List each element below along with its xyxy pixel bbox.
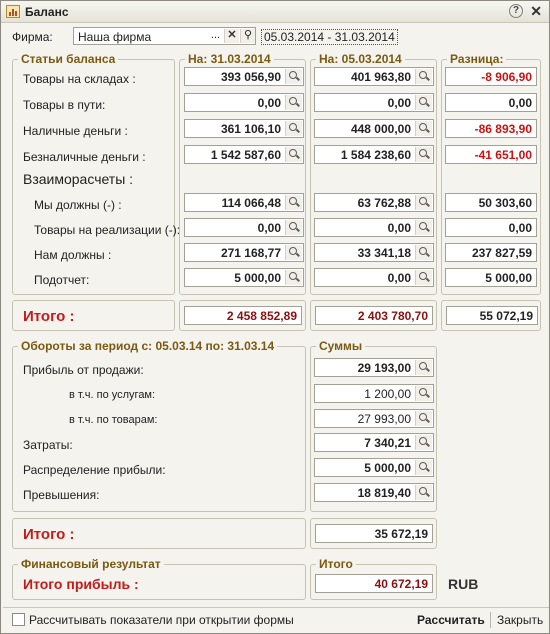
search-icon[interactable]: [415, 121, 432, 136]
row-label: Мы должны (-) :: [34, 198, 122, 212]
total-field: 35 672,19: [315, 524, 433, 543]
total-col1-group: [179, 300, 306, 331]
value-field[interactable]: 401 963,80: [314, 67, 434, 86]
total-col2-group: [310, 300, 437, 331]
value-field[interactable]: 33 341,18: [314, 243, 434, 262]
search-icon[interactable]: [415, 460, 432, 475]
search-icon[interactable]: [285, 220, 302, 235]
turnover-title: Обороты за период с: 05.03.14 по: 31.03.14: [18, 339, 277, 353]
search-icon[interactable]: [285, 147, 302, 162]
search-icon[interactable]: [415, 220, 432, 235]
diff-field: 0,00: [445, 218, 537, 237]
profit-total-field: 40 672,19: [315, 574, 433, 593]
row-label: в т.ч. по товарам:: [69, 414, 158, 426]
result-group: [12, 557, 306, 600]
result-title: Финансовый результат: [18, 557, 164, 571]
balance-diff-title: Разница:: [447, 52, 506, 66]
row-label: Превышения:: [23, 488, 100, 502]
total-label-group: [12, 300, 175, 331]
calc-on-open-checkbox[interactable]: [12, 613, 25, 626]
value-field[interactable]: 361 106,10: [184, 119, 304, 138]
search-icon[interactable]: [415, 270, 432, 285]
firm-choose-button[interactable]: ...: [210, 29, 221, 41]
row-label: Затраты:: [23, 438, 73, 452]
diff-field: -86 893,90: [445, 119, 537, 138]
value-field[interactable]: 0,00: [314, 268, 434, 287]
row-label: Наличные деньги :: [23, 124, 128, 138]
diff-field: 50 303,60: [445, 193, 537, 212]
value-field[interactable]: 271 168,77: [184, 243, 304, 262]
title-bar: [1, 1, 549, 23]
value-field[interactable]: 5 000,00: [184, 268, 304, 287]
value-field[interactable]: 18 819,40: [314, 483, 434, 502]
button-divider: [490, 612, 491, 628]
value-field[interactable]: 0,00: [314, 218, 434, 237]
search-icon[interactable]: [415, 147, 432, 162]
value-field[interactable]: 5 000,00: [314, 458, 434, 477]
value-field[interactable]: 29 193,00: [314, 358, 434, 377]
row-label: Безналичные деньги :: [23, 150, 146, 164]
search-icon[interactable]: [285, 195, 302, 210]
search-icon[interactable]: [415, 485, 432, 500]
firm-field[interactable]: [73, 27, 256, 45]
search-icon[interactable]: [415, 386, 432, 401]
search-icon[interactable]: [415, 435, 432, 450]
value-field[interactable]: 448 000,00: [314, 119, 434, 138]
result-col-title: Итого: [316, 557, 356, 571]
search-icon[interactable]: [415, 195, 432, 210]
firm-label: Фирма:: [12, 30, 53, 44]
diff-field: 5 000,00: [445, 268, 537, 287]
window-title: Баланс: [25, 5, 69, 19]
value-field[interactable]: 1 200,00: [314, 384, 434, 403]
search-icon[interactable]: [415, 95, 432, 110]
value-field[interactable]: 0,00: [184, 93, 304, 112]
total-field: 2 458 852,89: [184, 306, 302, 325]
value-field[interactable]: 114 066,48: [184, 193, 304, 212]
value-field[interactable]: 1 584 238,60: [314, 145, 434, 164]
footer-divider: [3, 607, 549, 608]
total-field: 2 403 780,70: [315, 306, 433, 325]
diff-field: -8 906,90: [445, 67, 537, 86]
value-field[interactable]: 27 993,00: [314, 409, 434, 428]
period-link[interactable]: 05.03.2014 - 31.03.2014: [261, 29, 398, 45]
row-label: Товары в пути:: [23, 98, 106, 112]
firm-value: Наша фирма: [78, 30, 152, 44]
search-icon[interactable]: [415, 69, 432, 84]
balance-col1-title: На: 31.03.2014: [185, 52, 274, 66]
row-label: Подотчет:: [34, 273, 90, 287]
row-label: Товары на реализации (-):: [34, 223, 181, 237]
firm-clear-icon[interactable]: ✕: [224, 29, 239, 43]
search-icon[interactable]: [415, 245, 432, 260]
value-field[interactable]: 0,00: [184, 218, 304, 237]
row-label: Распределение прибыли:: [23, 463, 166, 477]
total-field: 55 072,19: [446, 306, 538, 325]
turnover-total-label: Итого :: [23, 526, 75, 543]
result-total-group: [310, 557, 437, 600]
value-field[interactable]: 393 056,90: [184, 67, 304, 86]
balance-col2-title: На: 05.03.2014: [316, 52, 405, 66]
sums-title: Суммы: [316, 339, 365, 353]
row-label: Нам должны :: [34, 248, 112, 262]
help-icon[interactable]: ?: [509, 4, 523, 18]
currency-label: RUB: [448, 576, 479, 592]
diff-field: -41 651,00: [445, 145, 537, 164]
value-field[interactable]: 0,00: [314, 93, 434, 112]
close-button[interactable]: Закрыть: [497, 613, 544, 627]
search-icon[interactable]: [285, 69, 302, 84]
search-icon[interactable]: [285, 95, 302, 110]
calculate-button[interactable]: Рассчитать: [417, 613, 485, 627]
diff-field: 0,00: [445, 93, 537, 112]
row-label: в т.ч. по услугам:: [69, 389, 156, 401]
balance-items-title: Статьи баланса: [18, 52, 118, 66]
settlements-heading: Взаиморасчеты :: [23, 171, 134, 187]
value-field[interactable]: 63 762,88: [314, 193, 434, 212]
turnover-total-group: [310, 518, 437, 549]
profit-total-label: Итого прибыль :: [23, 576, 139, 592]
value-field[interactable]: 1 542 587,60: [184, 145, 304, 164]
search-icon[interactable]: [285, 270, 302, 285]
balance-total-label: Итого :: [23, 308, 75, 325]
row-label: Товары на складах :: [23, 72, 136, 86]
diff-field: 237 827,59: [445, 243, 537, 262]
close-icon[interactable]: ✕: [530, 3, 542, 19]
value-field[interactable]: 7 340,21: [314, 433, 434, 452]
firm-search-icon[interactable]: ⚲: [240, 29, 255, 43]
search-icon[interactable]: [285, 121, 302, 136]
search-icon[interactable]: [285, 245, 302, 260]
search-icon[interactable]: [415, 360, 432, 375]
search-icon[interactable]: [415, 411, 432, 426]
turnover-total-label-group: [12, 518, 306, 549]
total-diff-group: [441, 300, 541, 331]
row-label: Прибыль от продажи:: [23, 363, 144, 377]
report-icon: [6, 5, 20, 18]
calc-on-open-label: Рассчитывать показатели при открытии формы: [29, 613, 294, 627]
